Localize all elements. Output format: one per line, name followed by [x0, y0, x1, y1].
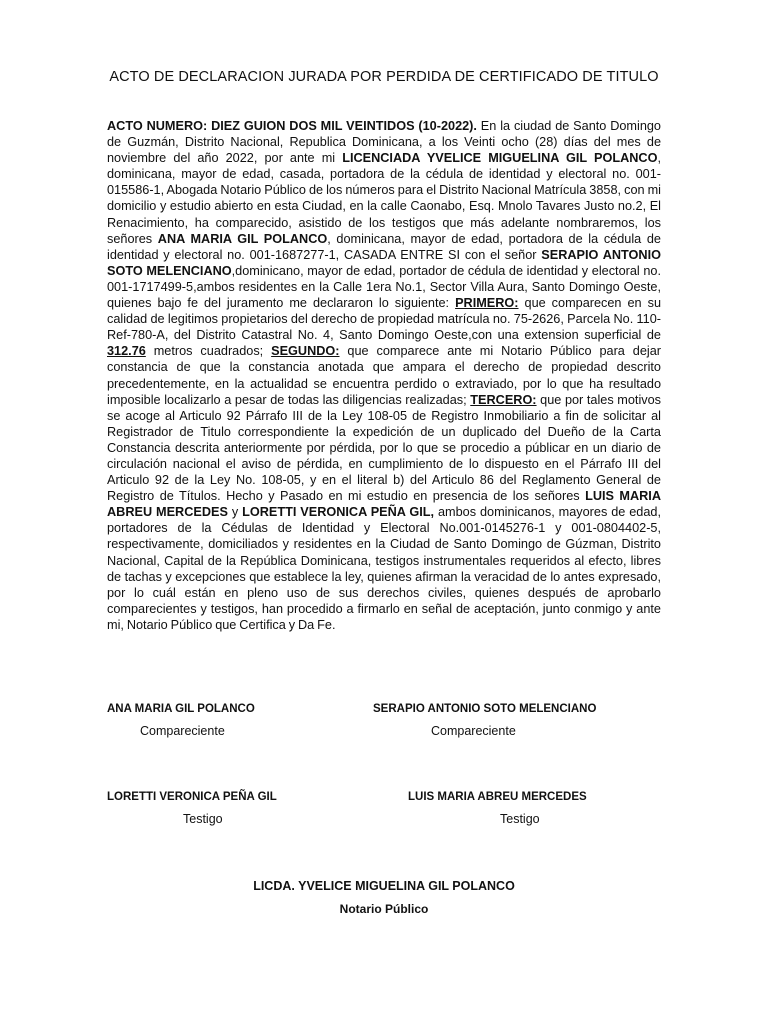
act-number: ACTO NUMERO: DIEZ GUION DOS MIL VEINTIDOS (10-2022).	[107, 119, 477, 133]
area-value: 312.76	[107, 344, 146, 359]
body-text: , dominicana, mayor de edad, portadora de la cédula de identidad y electoral no. 001-1687277-1, CASADA ENTRE SI con el señor	[107, 231, 661, 262]
document-body	[107, 118, 661, 633]
signature-role-loretti: Testigo	[183, 812, 223, 826]
body-text: ,dominicano, mayor de edad, portador de cédula de identidad y electoral no. 001-1717499-5,ambos residentes en la Calle 1era No.1, Sector Villa Aura, Santo Domingo Oeste, quienes bajo fe del juramento me declararon lo siguiente:	[107, 263, 662, 311]
clause-primero: PRIMERO:	[455, 296, 519, 311]
body-text: ambos dominicanos, mayores de edad, portadores de la Cédulas de Identidad y Electoral No.001-0145276-1 y 001-0804402-5, respectivamente, domiciliados y residentes en la Ciudad de Santo Domingo de Gúzman, Distrito Nacional, Capital de la República Dominicana, testigos instrumentales requeridos al efecto, libres de tachas y excepciones que establece la ley, quienes afirman la veracidad de lo antes expresado, por lo cuál están en pleno uso de sus derechos civiles, quienes después de aprobarlo comparecientes y testigos, han procedido a firmarlo en señal de aceptación, junto conmigo y ante mi, Notario Público que Certifica y Da Fe.	[107, 505, 661, 632]
body-text: metros cuadrados;	[145, 344, 272, 359]
clause-tercero: TERCERO:	[470, 392, 537, 407]
clause-segundo: SEGUNDO:	[271, 344, 340, 359]
signature-role-luis: Testigo	[500, 812, 540, 826]
signature-name-luis: LUIS MARIA ABREU MERCEDES	[408, 791, 587, 803]
notary-signature-name: LICDA. YVELICE MIGUELINA GIL POLANCO	[253, 879, 515, 893]
signature-name-serapio: SERAPIO ANTONIO SOTO MELENCIANO	[373, 703, 597, 715]
witness-name-luis: LUIS MARIA ABREU MERCEDES	[107, 489, 661, 520]
signature-role-serapio: Compareciente	[431, 724, 516, 738]
party-name-serapio: SERAPIO ANTONIO SOTO MELENCIANO	[107, 247, 661, 278]
body-text: En la ciudad de Santo Domingo de Guzmán, Distrito Nacional, Republica Dominicana, a los Veinti ocho (28) días del mes de noviembre del año 2022, por ante mi	[107, 119, 661, 166]
body-text: , dominicana, mayor de edad, casada, portadora de la cédula de identidad y electoral no. 001-015586-1, Abogada Notario Público de los números para el Distrito Nacional Matrícula 3858, con mi domicilio y estudio abierto en esta Ciudad, en la calle Caonabo, Esq. Mnolo Tavares Justo no.2, El Renacimiento, ha comparecido, asistido de los testigos que más adelante nombraremos, los señores	[107, 151, 661, 246]
signature-role-ana: Compareciente	[140, 724, 225, 738]
notary-name-inline: LICENCIADA YVELICE MIGUELINA GIL POLANCO	[342, 151, 658, 166]
notary-signature-role: Notario Público	[339, 902, 429, 916]
signature-name-ana: ANA MARIA GIL POLANCO	[107, 703, 255, 715]
body-text: que comparecen en su calidad de legitimos propietarios del derecho de propiedad matrícula no. 75-2626, Parcela No. 110-Ref-780-A, del Distrito Catastral No. 4, Santo Domingo Oeste,con una extension superficial de	[107, 296, 661, 343]
body-text: y	[227, 505, 243, 520]
party-name-ana: ANA MARIA GIL POLANCO	[157, 231, 328, 246]
body-text: que por tales motivos se acoge al Articulo 92 Párrafo III de la Ley 108-05 de Registro Inmobiliario a fin de solicitar al Registrador de Titulo correspondiente la expedición de un duplicado del Dueño de la Carta Constancia descrita anteriormente por pérdida, por lo que se procedio a públicar en un diario de circulación nacional el aviso de pérdida, en cumplimiento de lo dispuesto en el Párrafo III del Articulo 92 de la Ley No. 108-05, y en el literal b) del Articulo 86 del Reglamento General de Registro de Títulos. Hecho y Pasado en mi estudio en presencia de los señores	[107, 392, 662, 504]
document-title: ACTO DE DECLARACION JURADA POR PERDIDA DE CERTIFICADO DE TITULO	[109, 69, 659, 85]
signature-name-loretti: LORETTI VERONICA PEÑA GIL	[107, 791, 277, 803]
witness-name-loretti: LORETTI VERONICA PEÑA GIL,	[242, 505, 435, 520]
body-text: que comparece ante mi Notario Público para dejar constancia de que la constancia anotada que ampara el derecho de propiedad descrito precedentemente, en la actualidad se encuentra perdido o extraviado, por lo que ha resultado imposible localizarlo a pesar de todas las diligencias realizadas;	[107, 344, 661, 407]
